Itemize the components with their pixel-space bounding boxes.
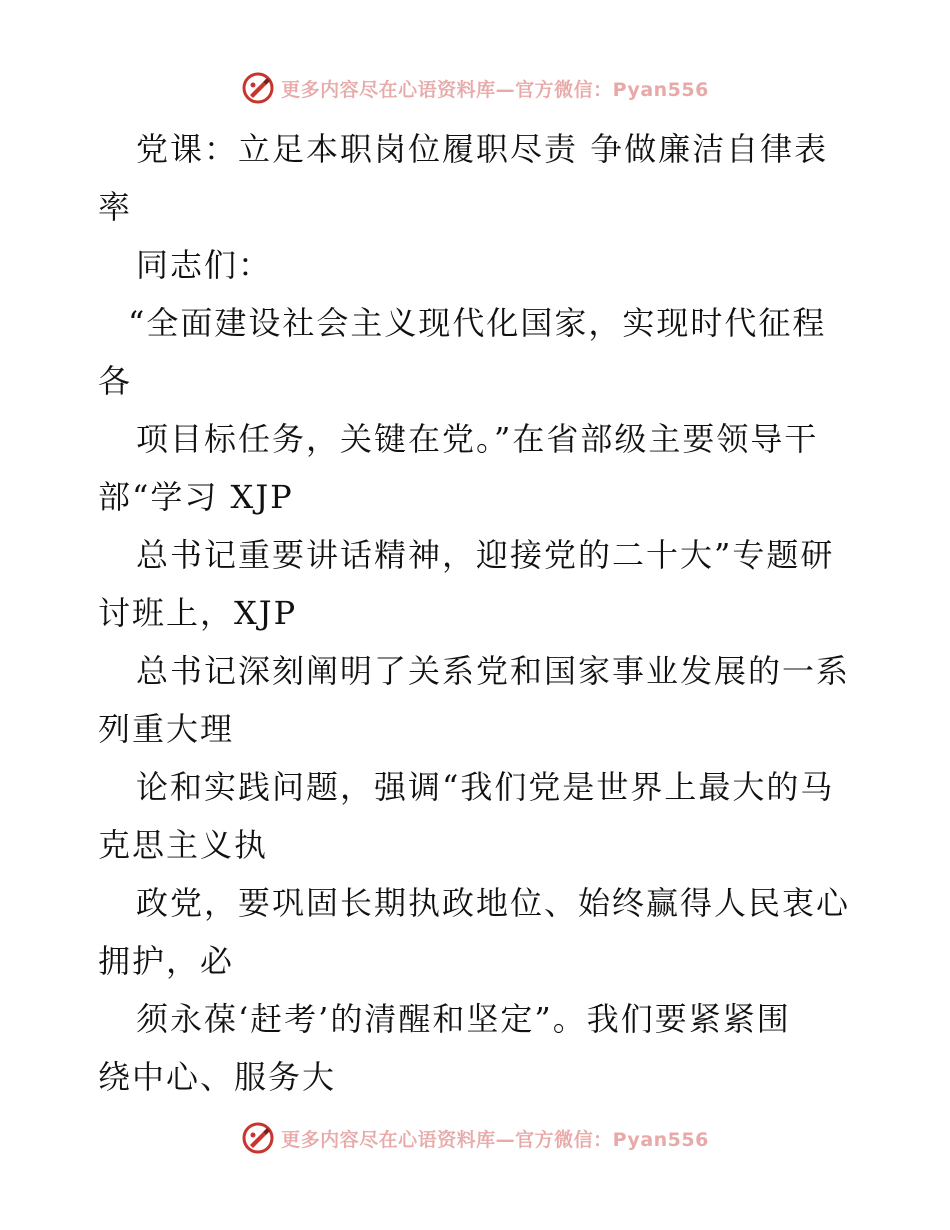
header-watermark <box>0 68 950 108</box>
paragraph-line: 各 <box>98 362 133 400</box>
pen-seal-logo-icon <box>241 71 275 105</box>
document-title-continued: 率 <box>98 188 133 226</box>
pen-seal-logo-icon <box>241 1121 275 1155</box>
document-title: 党课：立足本职岗位履职尽责 争做廉洁自律表 <box>136 130 829 168</box>
paragraph-line: 项目标任务，关键在党。”在省部级主要领导干 <box>136 420 819 458</box>
paragraph-line: 克思主义执 <box>98 826 269 864</box>
paragraph-line: 论和实践问题，强调“我们党是世界上最大的马 <box>136 768 835 806</box>
footer-watermark <box>0 1118 950 1158</box>
watermark-text: 更多内容尽在心语资料库—官方微信：Pyan556 <box>281 1128 709 1151</box>
paragraph-line: 拥护，必 <box>98 942 235 980</box>
paragraph-line: “全面建设社会主义现代化国家，实现时代征程 <box>128 304 827 342</box>
document-body <box>98 120 858 1106</box>
salutation: 同志们： <box>136 246 273 284</box>
paragraph-line: 总书记重要讲话精神，迎接党的二十大”专题研 <box>136 536 835 574</box>
paragraph-line: 总书记深刻阐明了关系党和国家事业发展的一系 <box>136 652 851 690</box>
paragraph-line: 须永葆‘赶考’的清醒和坚定”。我们要紧紧围 <box>136 1000 791 1038</box>
paragraph-line: 政党，要巩固长期执政地位、始终赢得人民衷心 <box>136 884 851 922</box>
watermark-text: 更多内容尽在心语资料库—官方微信：Pyan556 <box>281 78 709 101</box>
paragraph-line: 列重大理 <box>98 710 235 748</box>
paragraph-line: 部“学习 XJP <box>98 478 294 516</box>
paragraph-line: 绕中心、服务大 <box>98 1058 337 1096</box>
paragraph-line: 讨班上，XJP <box>98 594 298 632</box>
